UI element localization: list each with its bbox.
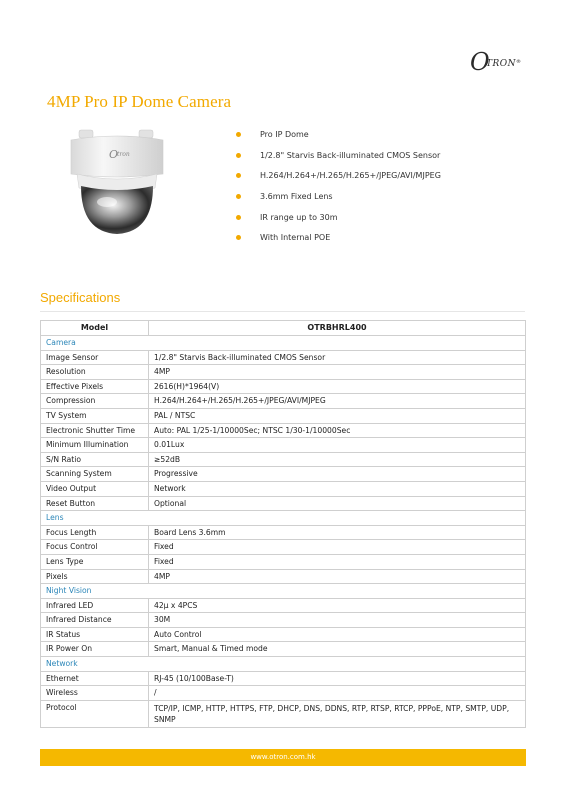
section-network: Network <box>41 657 526 672</box>
row-value: 30M <box>149 613 526 628</box>
feature-item <box>236 169 441 190</box>
feature-text: IR range up to 30m <box>260 212 338 222</box>
row-value: 2616(H)*1964(V) <box>149 379 526 394</box>
table-row <box>41 686 526 701</box>
row-value: Optional <box>149 496 526 511</box>
table-row <box>41 700 526 727</box>
section-night-vision: Night Vision <box>41 584 526 599</box>
row-label: Compression <box>41 394 149 409</box>
table-row <box>41 525 526 540</box>
row-label: Wireless <box>41 686 149 701</box>
section-row <box>41 336 526 351</box>
row-label: Infrared LED <box>41 598 149 613</box>
footer-url[interactable]: www.otron.com.hk <box>250 753 316 761</box>
row-label: Lens Type <box>41 554 149 569</box>
row-label: Scanning System <box>41 467 149 482</box>
logo-o: O <box>470 48 490 76</box>
table-row <box>41 642 526 657</box>
table-row <box>41 598 526 613</box>
table-row <box>41 554 526 569</box>
row-label: Pixels <box>41 569 149 584</box>
section-camera: Camera <box>41 336 526 351</box>
page-title: 4MP Pro IP Dome Camera <box>47 92 232 111</box>
table-row <box>41 613 526 628</box>
row-label: TV System <box>41 408 149 423</box>
row-label: Effective Pixels <box>41 379 149 394</box>
specifications-heading: Specifications <box>40 290 121 305</box>
feature-list <box>236 128 441 252</box>
row-value: 4MP <box>149 569 526 584</box>
row-label: Image Sensor <box>41 350 149 365</box>
row-value: PAL / NTSC <box>149 408 526 423</box>
feature-text: H.264/H.264+/H.265/H.265+/JPEG/AVI/MJPEG <box>260 171 441 181</box>
model-value: OTRBHRL400 <box>149 321 526 336</box>
camera-brand-o: O <box>109 148 119 161</box>
row-value: Network <box>149 481 526 496</box>
row-value: 42μ x 4PCS <box>149 598 526 613</box>
row-value: RJ-45 (10/100Base-T) <box>149 671 526 686</box>
feature-item <box>236 190 441 211</box>
row-value: Progressive <box>149 467 526 482</box>
row-value: 0.01Lux <box>149 438 526 453</box>
table-row <box>41 540 526 555</box>
table-row <box>41 394 526 409</box>
model-label: Model <box>41 321 149 336</box>
row-value: Board Lens 3.6mm <box>149 525 526 540</box>
row-label: S/N Ratio <box>41 452 149 467</box>
row-value: / <box>149 686 526 701</box>
row-value: Auto Control <box>149 627 526 642</box>
row-value: Smart, Manual & Timed mode <box>149 642 526 657</box>
feature-item <box>236 149 441 170</box>
table-row <box>41 350 526 365</box>
divider <box>40 311 525 312</box>
row-label: Video Output <box>41 481 149 496</box>
table-row <box>41 671 526 686</box>
table-row <box>41 365 526 380</box>
section-lens: Lens <box>41 511 526 526</box>
logo-registered: ® <box>516 59 522 65</box>
section-row <box>41 511 526 526</box>
table-row <box>41 408 526 423</box>
feature-text: 3.6mm Fixed Lens <box>260 192 333 202</box>
section-row <box>41 657 526 672</box>
table-row <box>41 467 526 482</box>
bullet-icon <box>236 132 241 137</box>
table-row <box>41 423 526 438</box>
row-value: ≥52dB <box>149 452 526 467</box>
feature-text: With Internal POE <box>260 233 331 243</box>
row-value: 1/2.8" Starvis Back-illuminated CMOS Sensor <box>149 350 526 365</box>
row-label: Protocol <box>41 700 149 727</box>
row-label: Focus Control <box>41 540 149 555</box>
feature-text: Pro IP Dome <box>260 130 309 139</box>
row-label: Ethernet <box>41 671 149 686</box>
bullet-icon <box>236 153 241 158</box>
bullet-icon <box>236 173 241 178</box>
table-row <box>41 569 526 584</box>
logo-text <box>486 59 522 69</box>
row-value: Fixed <box>149 540 526 555</box>
row-label: Focus Length <box>41 525 149 540</box>
bullet-icon <box>236 235 241 240</box>
bullet-icon <box>236 215 241 220</box>
row-label: IR Power On <box>41 642 149 657</box>
table-row <box>41 496 526 511</box>
table-row <box>41 481 526 496</box>
bullet-icon <box>236 194 241 199</box>
feature-item <box>236 211 441 232</box>
table-row <box>41 452 526 467</box>
row-value: TCP/IP, ICMP, HTTP, HTTPS, FTP, DHCP, DNS, DDNS, RTP, RTSP, RTCP, PPPoE, NTP, SMTP, UDP, SNMP <box>149 700 526 727</box>
row-label: IR Status <box>41 627 149 642</box>
footer-bar <box>40 749 526 766</box>
table-row <box>41 627 526 642</box>
row-label: Reset Button <box>41 496 149 511</box>
table-row <box>41 379 526 394</box>
feature-text: 1/2.8" Starvis Back-illuminated CMOS Sensor <box>260 150 441 160</box>
logo-text-label: TRON <box>486 59 517 69</box>
camera-brand-text: tron <box>117 151 130 158</box>
table-header-row <box>41 321 526 336</box>
spec-table <box>40 320 526 728</box>
row-value: 4MP <box>149 365 526 380</box>
row-label: Minimum Illumination <box>41 438 149 453</box>
row-value: Fixed <box>149 554 526 569</box>
row-label: Infrared Distance <box>41 613 149 628</box>
row-label: Resolution <box>41 365 149 380</box>
feature-item <box>236 231 441 252</box>
section-row <box>41 584 526 599</box>
camera-image <box>67 128 167 240</box>
row-label: Electronic Shutter Time <box>41 423 149 438</box>
feature-item <box>236 128 441 149</box>
table-row <box>41 438 526 453</box>
brand-logo <box>470 50 530 76</box>
row-value: H.264/H.264+/H.265/H.265+/JPEG/AVI/MJPEG <box>149 394 526 409</box>
row-value: Auto: PAL 1/25-1/10000Sec; NTSC 1/30-1/10000Sec <box>149 423 526 438</box>
